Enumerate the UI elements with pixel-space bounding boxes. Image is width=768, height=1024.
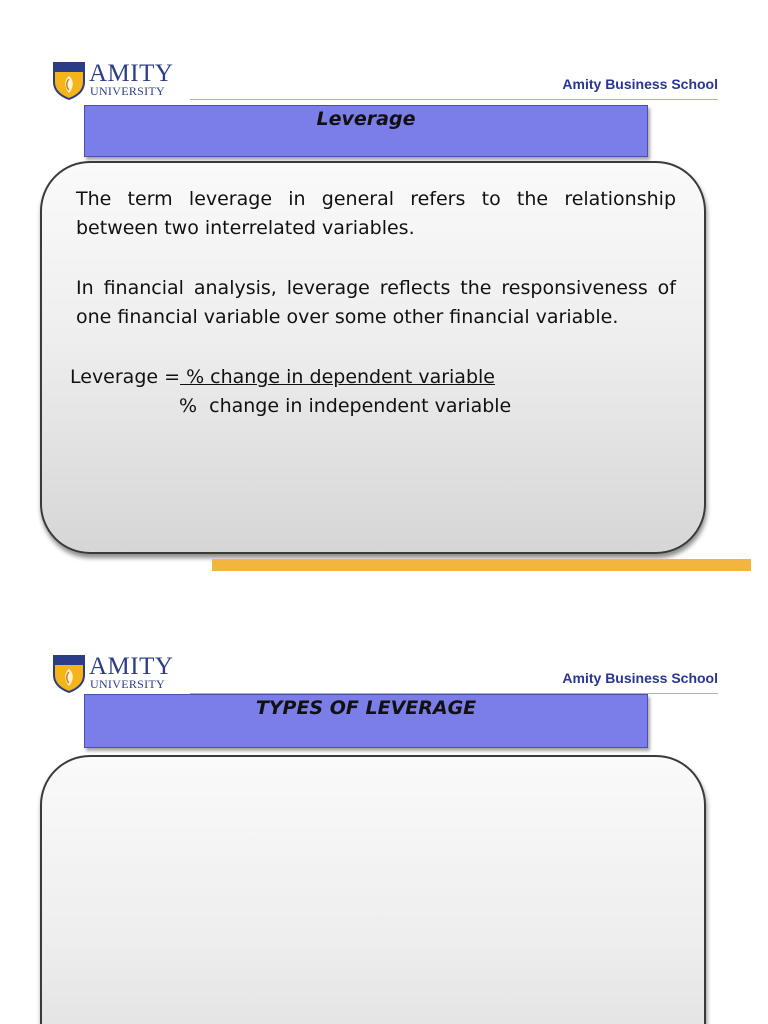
slide-title: Leverage: [316, 108, 416, 130]
school-name: Amity Business School: [562, 76, 718, 92]
school-name: Amity Business School: [562, 670, 718, 686]
title-bar: [84, 694, 648, 748]
financial-analysis-paragraph: In financial analysis, leverage reflects the responsiveness of one financial variable over some other financial variable.: [76, 277, 676, 328]
content-box: [40, 161, 706, 554]
formula-numerator: % change in dependent variable: [180, 366, 495, 388]
formula-denominator: % change in independent variable: [179, 395, 512, 417]
amity-logo: [52, 653, 192, 695]
logo-subtitle: UNIVERSITY: [90, 84, 165, 98]
leverage-formula: [70, 363, 512, 417]
amity-logo: [52, 60, 192, 102]
amity-shield-icon: [52, 653, 86, 693]
slide-types-of-leverage: [0, 594, 768, 1024]
formula-label: Leverage =: [70, 366, 181, 388]
content-box: [40, 755, 706, 1024]
title-bar: [84, 105, 648, 157]
accent-bar: [212, 559, 751, 571]
header-divider: [190, 99, 718, 100]
amity-shield-icon: [52, 60, 86, 100]
slide-title: TYPES OF LEVERAGE: [255, 697, 477, 719]
logo-wordmark: AMITY: [89, 60, 174, 87]
logo-wordmark: AMITY: [89, 653, 174, 680]
definition-paragraph: The term leverage in general refers to the relationship between two interrelated variables.: [76, 188, 676, 239]
logo-subtitle: UNIVERSITY: [90, 677, 165, 691]
